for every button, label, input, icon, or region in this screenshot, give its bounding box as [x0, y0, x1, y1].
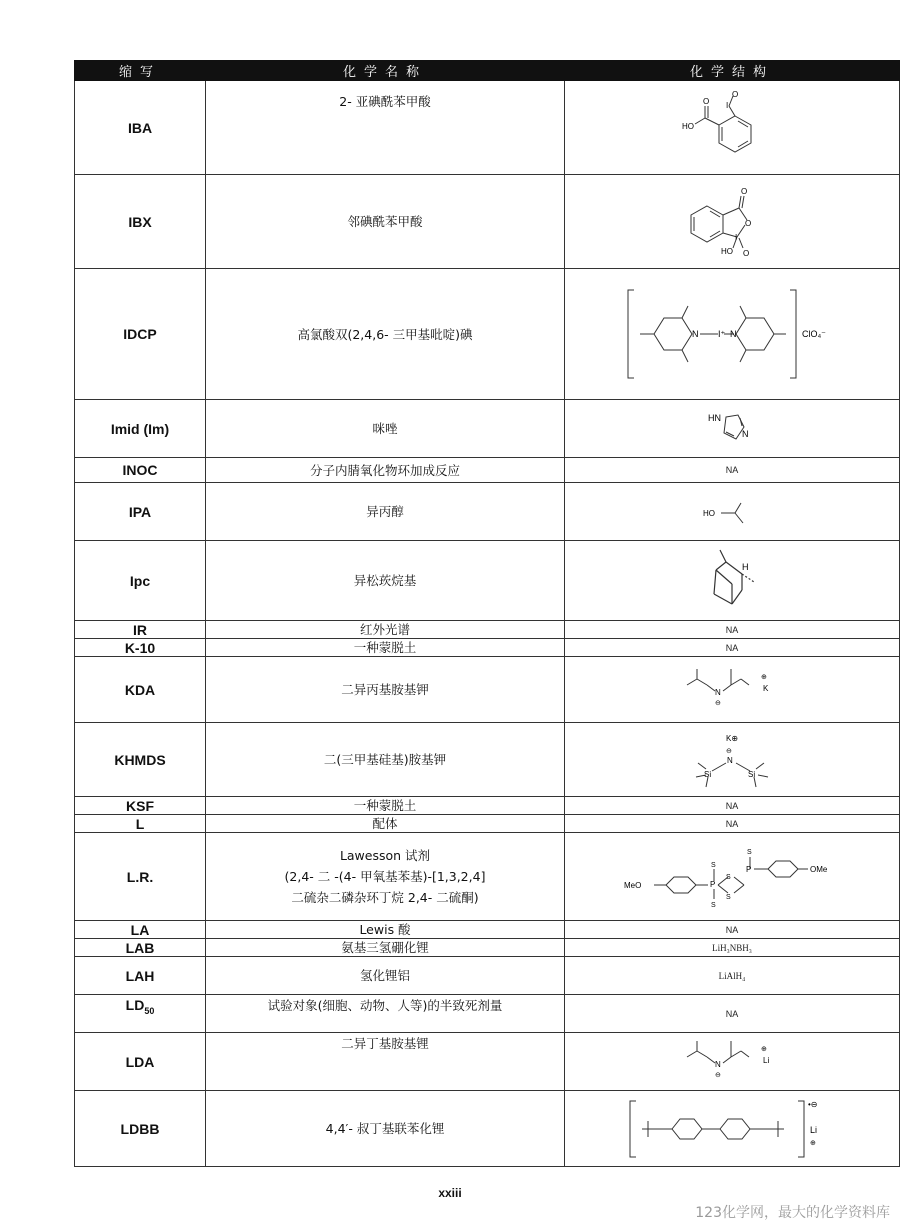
structure-na: NA [565, 921, 900, 939]
isopinocampheyl-structure [692, 546, 772, 616]
name-cell: 二异丁基胺基锂 [206, 1033, 565, 1091]
ldbb-lithium-label: Li [810, 1124, 818, 1135]
idcp-iodine-label: I⁺ [718, 329, 726, 339]
abbr-cell: Imid (Im) [75, 400, 206, 458]
imidazole-n-label: N [742, 428, 749, 439]
structure-cell [565, 81, 900, 175]
ldbb-positive-charge: ⊕ [810, 1139, 816, 1147]
khmds-nitrogen-label: N [727, 755, 733, 765]
structure-na: NA [565, 797, 900, 815]
imidazole-nh-label: HN [708, 412, 721, 423]
table-header-row [75, 61, 900, 81]
table-row [75, 639, 900, 657]
ldbb-structure [622, 1097, 842, 1161]
lawesson-ring-sulfur-bottom-label: S [726, 893, 731, 901]
name-cell: 邻碘酰苯甲酸 [206, 175, 565, 269]
header-chemical-name: 化学名称 [206, 61, 565, 81]
name-cell: 一种蒙脱土 [206, 797, 565, 815]
name-cell: 咪唑 [206, 400, 565, 458]
iba-structure [677, 88, 787, 168]
table-row [75, 621, 900, 639]
isopropanol-structure [697, 497, 767, 527]
structure-cell [565, 1091, 900, 1167]
lawesson-sulfur-bottom-left-label: S [711, 901, 716, 909]
abbr-cell: INOC [75, 458, 206, 483]
imidazole-structure [702, 407, 762, 451]
table-row [75, 921, 900, 939]
page-number: xxiii [438, 1186, 462, 1200]
name-cell: 氨基三氢硼化锂 [206, 939, 565, 957]
structure-formula: LiH₃NBH₃ [565, 939, 900, 957]
table-row [75, 175, 900, 269]
structure-na: NA [565, 639, 900, 657]
khmds-potassium-label: K⊕ [726, 733, 739, 743]
abbr-cell: IDCP [75, 269, 206, 400]
structure-cell [565, 657, 900, 723]
header-abbreviation: 缩写 [75, 61, 206, 81]
table-row [75, 657, 900, 723]
lawesson-structure [622, 839, 842, 915]
name-cell: 氢化锂铝 [206, 957, 565, 995]
abbr-cell: LAB [75, 939, 206, 957]
ibx-carbonyl-oxygen-label: O [741, 186, 748, 196]
ldbb-radical-anion: •⊖ [808, 1099, 818, 1109]
ibx-structure [677, 182, 787, 262]
header-chemical-structure: 化学结构 [565, 61, 900, 81]
watermark-text: 123化学网，最大的化学资料库 [695, 1205, 890, 1221]
lda-structure [677, 1037, 787, 1087]
abbr-cell: Ipc [75, 541, 206, 621]
table-row [75, 1033, 900, 1091]
ibx-ring-oxygen-label: O [745, 218, 752, 228]
structure-cell [565, 483, 900, 541]
ibx-iodine-label: I [735, 232, 738, 242]
lda-positive-charge: ⊕ [761, 1045, 767, 1053]
khmds-silicon-right-label: Si [748, 769, 756, 779]
iba-iodine-label: I [726, 100, 729, 110]
abbr-cell [75, 995, 206, 1033]
table-row [75, 483, 900, 541]
abbr-cell: KSF [75, 797, 206, 815]
lawesson-phosphorus-left-label: P [710, 879, 716, 889]
table-row [75, 400, 900, 458]
ibx-hydroxyl-label: HO [721, 246, 733, 256]
structure-na: NA [565, 815, 900, 833]
lawesson-name-line-3: 二硫杂二磷杂环丁烷 2,4- 二硫酮) [291, 890, 479, 905]
abbr-cell: K-10 [75, 639, 206, 657]
name-cell: 高氯酸双(2,4,6- 三甲基吡啶)碘 [206, 269, 565, 400]
structure-na: NA [565, 995, 900, 1033]
abbr-cell: KDA [75, 657, 206, 723]
structure-na: NA [565, 621, 900, 639]
abbreviation-table [74, 60, 900, 1167]
name-cell: 试验对象(细胞、动物、人等)的半致死剂量 [206, 995, 565, 1033]
lawesson-sulfur-top-right-label: S [747, 848, 752, 856]
structure-cell [565, 723, 900, 797]
name-cell [206, 833, 565, 921]
abbr-cell: LA [75, 921, 206, 939]
lda-negative-charge: ⊖ [715, 1071, 721, 1079]
structure-cell [565, 269, 900, 400]
isopropanol-hydroxyl-label: HO [703, 508, 715, 518]
table-row [75, 723, 900, 797]
table-row [75, 833, 900, 921]
lawesson-sulfur-top-left-label: S [711, 861, 716, 869]
name-cell: 配体 [206, 815, 565, 833]
structure-cell [565, 541, 900, 621]
kda-positive-charge: ⊕ [761, 673, 767, 681]
table-row [75, 269, 900, 400]
kda-negative-charge: ⊖ [715, 699, 721, 707]
ld-label: LD [125, 997, 145, 1013]
name-cell: 2- 亚碘酰苯甲酸 [206, 81, 565, 175]
lawesson-phosphorus-right-label: P [746, 864, 752, 874]
idcp-perchlorate-label: ClO₄⁻ [802, 329, 826, 339]
abbr-cell: KHMDS [75, 723, 206, 797]
khmds-structure [682, 729, 782, 791]
table-row [75, 541, 900, 621]
iba-iodosyl-oxygen-label: O [732, 89, 739, 99]
lawesson-name-line-2: (2,4- 二 -(4- 甲氧基苯基)-[1,3,2,4] [284, 869, 486, 884]
iba-carbonyl-oxygen-label: O [703, 96, 710, 106]
abbr-cell: IBA [75, 81, 206, 175]
idcp-nitrogen-left-label: N [692, 329, 699, 339]
structure-cell [565, 833, 900, 921]
khmds-silicon-left-label: Si [704, 769, 712, 779]
abbr-cell: L [75, 815, 206, 833]
iba-hydroxyl-label: HO [682, 121, 694, 131]
table-row [75, 81, 900, 175]
lawesson-methoxy-right-label: OMe [810, 864, 828, 874]
lawesson-methoxy-left-label: MeO [624, 880, 642, 890]
table-row [75, 995, 900, 1033]
idcp-nitrogen-right-label: N [730, 329, 737, 339]
abbr-cell: LDBB [75, 1091, 206, 1167]
lda-nitrogen-label: N [715, 1059, 721, 1069]
name-cell: 二异丙基胺基钾 [206, 657, 565, 723]
lda-lithium-label: Li [763, 1055, 770, 1065]
name-cell: 4,4′- 叔丁基联苯化锂 [206, 1091, 565, 1167]
abbr-cell: LDA [75, 1033, 206, 1091]
table-row [75, 957, 900, 995]
kda-structure [677, 665, 787, 715]
name-cell: 红外光谱 [206, 621, 565, 639]
structure-cell [565, 1033, 900, 1091]
table-row [75, 458, 900, 483]
idcp-structure [622, 284, 842, 384]
table-row [75, 939, 900, 957]
name-cell: 分子内腈氧化物环加成反应 [206, 458, 565, 483]
abbr-cell: LAH [75, 957, 206, 995]
table-row [75, 1091, 900, 1167]
name-cell: 异丙醇 [206, 483, 565, 541]
ibx-iodyl-oxygen-label: O [743, 248, 750, 258]
isopinocampheyl-h-label: H [742, 561, 749, 572]
lawesson-name-line-1: Lawesson 试剂 [339, 848, 431, 863]
kda-nitrogen-label: N [715, 687, 721, 697]
name-cell: Lewis 酸 [206, 921, 565, 939]
ld-subscript: 50 [144, 1005, 155, 1016]
structure-formula: LiAlH₄ [565, 957, 900, 995]
structure-cell [565, 175, 900, 269]
structure-cell [565, 400, 900, 458]
khmds-negative-charge: ⊖ [726, 747, 732, 755]
name-cell: 二(三甲基硅基)胺基钾 [206, 723, 565, 797]
table-row [75, 797, 900, 815]
kda-potassium-label: K [763, 683, 769, 693]
name-cell: 一种蒙脱土 [206, 639, 565, 657]
table-row [75, 815, 900, 833]
abbr-cell: IR [75, 621, 206, 639]
abbr-cell: IPA [75, 483, 206, 541]
lawesson-ring-sulfur-top-label: S [726, 873, 731, 881]
name-cell: 异松莰烷基 [206, 541, 565, 621]
abbr-cell: IBX [75, 175, 206, 269]
structure-na: NA [565, 458, 900, 483]
abbr-cell: L.R. [75, 833, 206, 921]
